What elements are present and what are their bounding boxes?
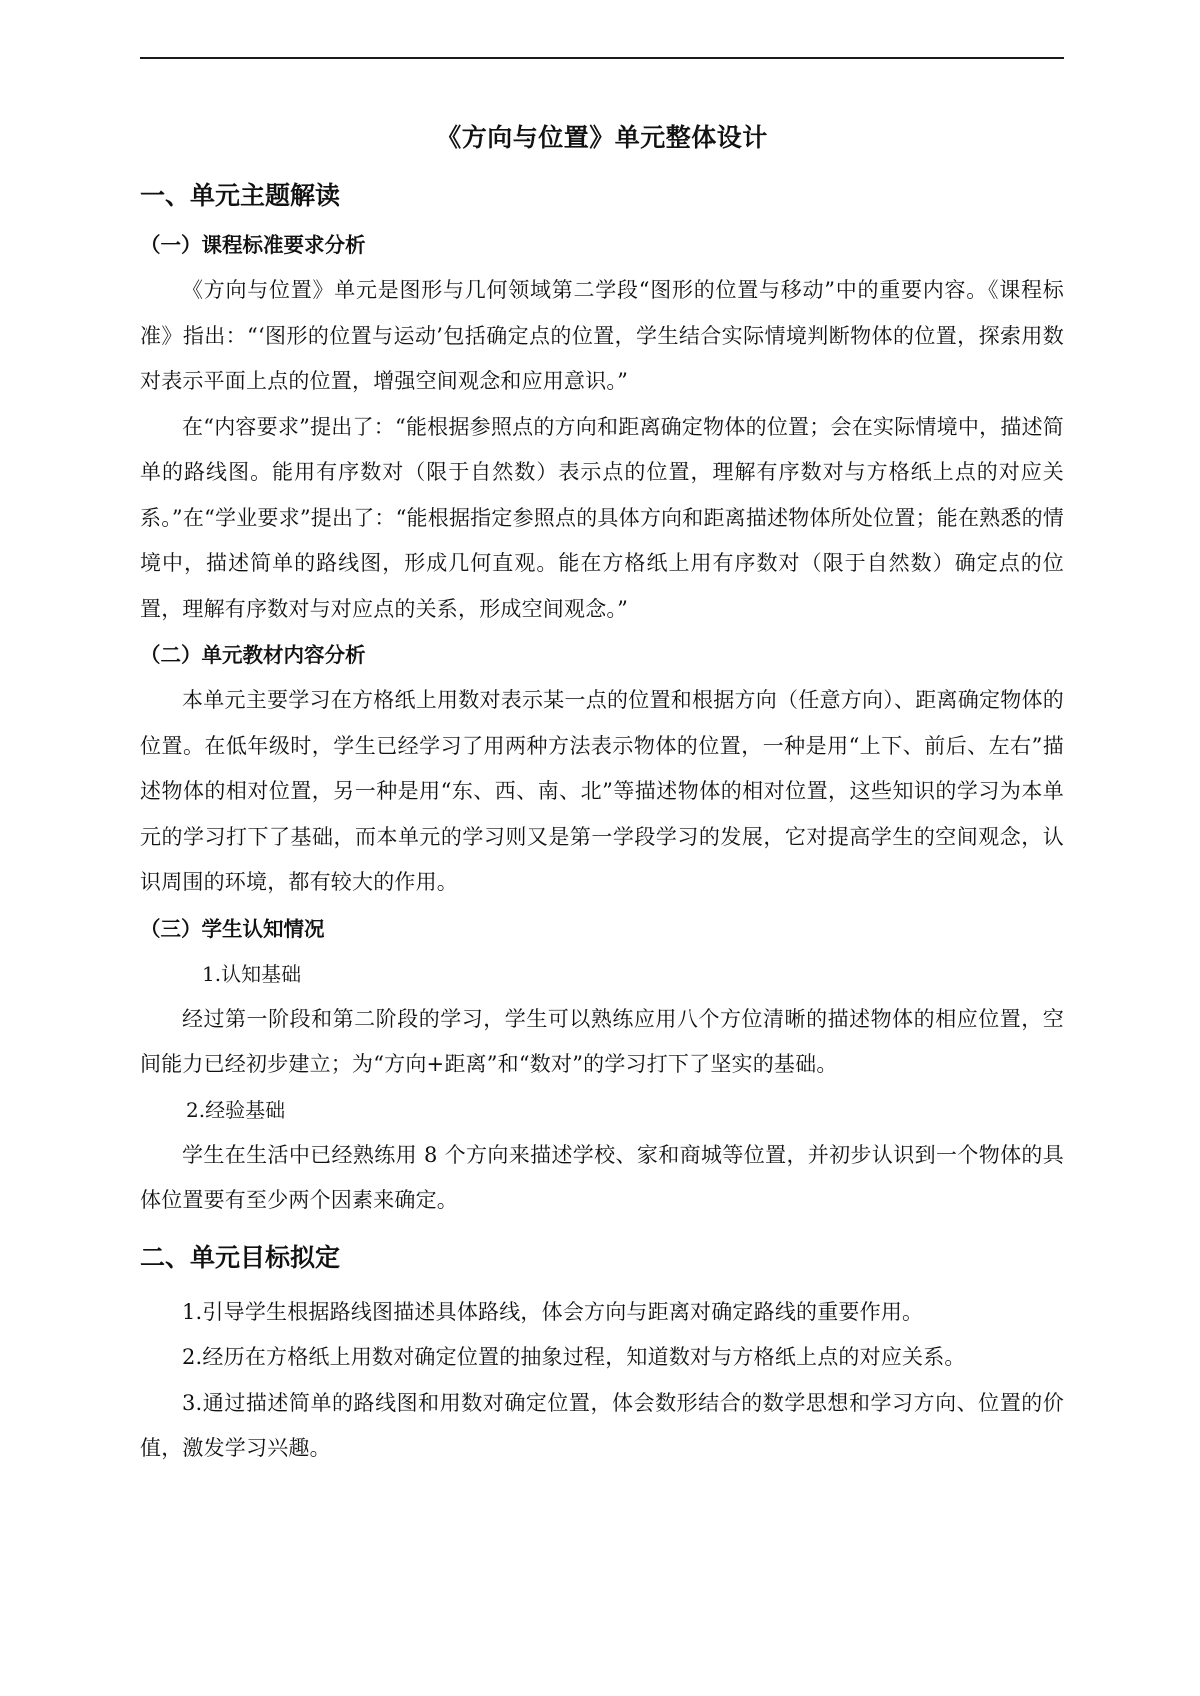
document-title: 《方向与位置》单元整体设计 — [436, 123, 768, 152]
subsection-heading-curriculum-standard: （一）课程标准要求分析 — [140, 233, 366, 257]
subsection-heading-student-cognition: （三）学生认知情况 — [140, 916, 325, 941]
paragraph-content-requirements: 在“内容要求”提出了：“能根据参照点的方向和距离确定物体的位置；会在实际情境中，描述简单的路线图。能用有序数对（限于自然数）表示点的位置，理解有序数对与方格纸上点的对应关系。”在“学业要求”提出了：“能根据指定参照点的具体方向和距离描述物体所处位置；能在熟悉的情境中，描述简单的路线图，形成几何直观。能在方格纸上用有序数对（限于自然数）确定点的位置，理解有序数对与对应点的关系，形成空间观念。” — [140, 414, 1064, 621]
section-heading-unit-goals: 二、单元目标拟定 — [140, 1242, 341, 1272]
paragraph-textbook-analysis: 本单元主要学习在方格纸上用数对表示某一点的位置和根据方向（任意方向）、距离确定物体的位置。在低年级时，学生已经学习了用两种方法表示物体的位置，一种是用“上下、前后、左右”描述物体的相对位置，另一种是用“东、西、南、北”等描述物体的相对位置，这些知识的学习为本单元的学习打下了基础，而本单元的学习则又是第一学段学习的发展，它对提高学生的空间观念，认识周围的环境，都有较大的作用。 — [140, 688, 1064, 894]
subsection-heading-textbook-analysis: （二）单元教材内容分析 — [140, 643, 366, 667]
header-rule — [140, 57, 1064, 59]
document-body — [140, 120, 1064, 1472]
goal-item: 1.引导学生根据路线图描述具体路线，体会方向与距离对确定路线的重要作用。 — [182, 1299, 924, 1324]
goal-item: 2.经历在方格纸上用数对确定位置的抽象过程，知道数对与方格纸上点的对应关系。 — [182, 1345, 966, 1369]
paragraph-cognitive-basis: 经过第一阶段和第二阶段的学习，学生可以熟练应用八个方位清晰的描述物体的相应位置，空间能力已经初步建立；为“方向+距离”和“数对”的学习打下了坚实的基础。 — [140, 1006, 1064, 1076]
goal-item: 3.通过描述简单的路线图和用数对确定位置，体会数形结合的数学思想和学习方向、位置的价值，激发学习兴趣。 — [140, 1390, 1064, 1460]
section-heading-unit-theme: 一、单元主题解读 — [140, 181, 341, 210]
paragraph-curriculum-standard: 《方向与位置》单元是图形与几何领域第二学段“图形的位置与移动”中的重要内容。《课程标准》指出：“‘图形的位置与运动’包括确定点的位置，学生结合实际情境判断物体的位置，探索用数对表示平面上点的位置，增强空间观念和应用意识。” — [140, 278, 1064, 393]
paragraph-experience-basis: 学生在生活中已经熟练用 8 个方向来描述学校、家和商城等位置，并初步认识到一个物体的具体位置要有至少两个因素来确定。 — [140, 1142, 1064, 1212]
item-label-experience-basis: 2.经验基础 — [186, 1097, 286, 1122]
item-label-cognitive-basis: 1.认知基础 — [202, 961, 302, 986]
